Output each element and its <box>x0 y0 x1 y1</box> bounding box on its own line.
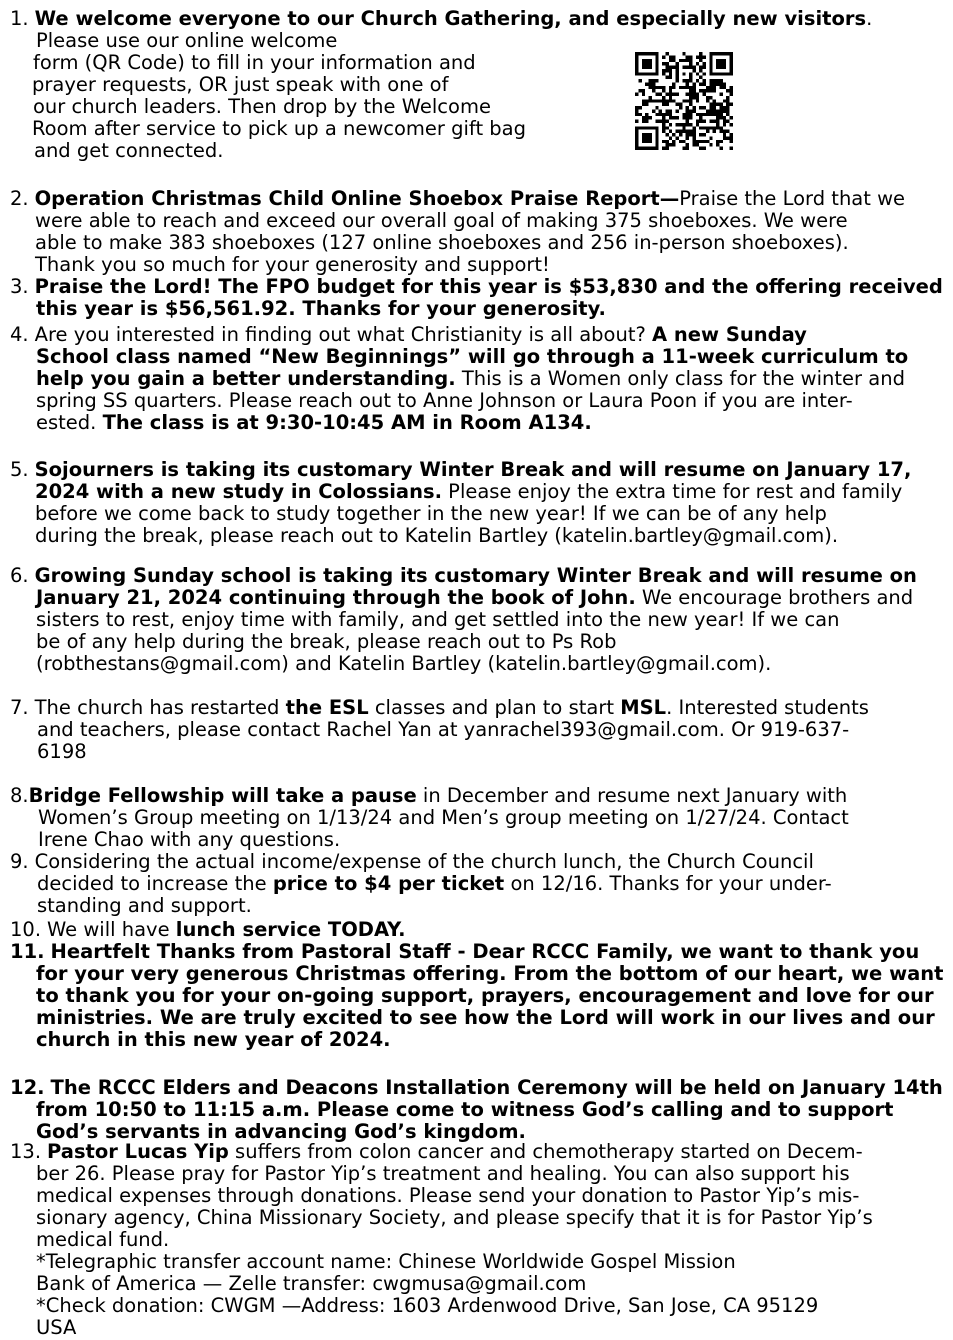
announcement-line <box>36 389 853 413</box>
text-segment: Room after service to pick up a newcomer gift bag <box>32 117 527 140</box>
announcement-line <box>10 323 807 347</box>
announcement-line <box>36 984 934 1008</box>
announcement-line <box>37 894 252 918</box>
announcement-line <box>36 608 839 632</box>
announcement-line <box>10 275 943 299</box>
text-segment: *Check donation: CWGM —Address: 1603 Ardenwood Drive, San Jose, CA 95129 <box>36 1294 819 1317</box>
announcement-line <box>10 458 911 482</box>
announcement-line <box>32 117 526 141</box>
text-segment: *Telegraphic transfer account name: Chinese Worldwide Gospel Mission <box>36 1250 736 1273</box>
text-segment: School class named “New Beginnings” will go through a 11-week curriculum to <box>36 345 909 368</box>
text-segment: Praise the Lord! The FPO budget for this year is $53,830 and the offering received <box>34 275 943 298</box>
text-segment: The RCCC Elders and Deacons Installation Ceremony will be held on January 14th <box>50 1076 943 1099</box>
text-segment: Pastor Lucas Yip <box>47 1140 229 1163</box>
item-number: 5. <box>10 458 29 481</box>
announcement-line <box>36 1228 169 1252</box>
text-segment: sionary agency, China Missionary Society, and please specify that it is for Pastor Yip’s <box>36 1206 873 1229</box>
text-segment: to thank you for your on-going support, prayers, encouragement and love for our <box>36 984 934 1007</box>
announcement-line <box>36 1028 391 1052</box>
text-segment: ested. <box>36 411 103 434</box>
announcement-line <box>36 1098 893 1122</box>
text-segment: This is a Women only class for the winter and <box>455 367 905 390</box>
announcement-line <box>36 1006 935 1030</box>
item-number: 11. <box>10 940 45 963</box>
text-segment: from 10:50 to 11:15 a.m. Please come to witness God’s calling and to support <box>36 1098 894 1121</box>
announcement-line <box>37 872 832 896</box>
announcement-line <box>36 1184 859 1208</box>
text-segment: Bridge Fellowship will take a pause <box>28 784 417 807</box>
item-number: 3. <box>10 275 29 298</box>
text-segment: for your very generous Christmas offering. From the bottom of our heart, we want <box>36 962 944 985</box>
text-segment: ber 26. Please pray for Pastor Yip’s treatment and healing. You can also support his <box>36 1162 850 1185</box>
announcement-line <box>35 209 848 233</box>
text-segment: on 12/16. Thanks for your under- <box>504 872 832 895</box>
announcement-line <box>36 1272 586 1296</box>
text-segment: We encourage brothers and <box>635 586 914 609</box>
qr-code-icon <box>635 52 733 150</box>
text-segment: spring SS quarters. Please reach out to Anne Johnson or Laura Poon if you are inter- <box>36 389 853 412</box>
text-segment: sisters to rest, enjoy time with family, and get settled into the new year! If we can <box>36 608 840 631</box>
text-segment: classes and plan to start <box>368 696 621 719</box>
announcement-line <box>35 253 550 277</box>
announcement-line <box>10 940 919 964</box>
text-segment: Please use our online welcome <box>36 29 338 52</box>
announcement-line <box>34 139 223 163</box>
text-segment: We welcome everyone to our Church Gathering, and especially new visitors <box>34 7 867 30</box>
announcement-line <box>36 652 771 676</box>
text-segment: Praise the Lord that we <box>679 187 906 210</box>
text-segment: this year is $56,561.92. Thanks for your generosity. <box>36 297 606 320</box>
text-segment: medical expenses through donations. Please send your donation to Pastor Yip’s mis- <box>36 1184 860 1207</box>
text-segment: church in this new year of 2024. <box>36 1028 391 1051</box>
announcement-line <box>33 51 476 75</box>
item-number: 1. <box>10 7 29 30</box>
announcement-line <box>38 828 340 852</box>
text-segment: Thank you so much for your generosity and support! <box>35 253 550 276</box>
text-segment: Operation Christmas Child Online Shoebox Praise Report— <box>34 187 680 210</box>
text-segment: Irene Chao with any questions. <box>38 828 341 851</box>
text-segment: the ESL <box>285 696 369 719</box>
text-segment: The class is at 9:30-10:45 AM in Room A134. <box>102 411 592 434</box>
announcement-line <box>38 806 849 830</box>
text-segment: and teachers, please contact Rachel Yan at yanrachel393@gmail.com. Or 919-637- <box>37 718 850 741</box>
item-number: 2. <box>10 187 29 210</box>
announcement-line <box>33 95 491 119</box>
announcement-line <box>35 524 838 548</box>
text-segment: before we come back to study together in the new year! If we can be of any help <box>35 502 827 525</box>
text-segment: (robthestans@gmail.com) and Katelin Bartley (katelin.bartley@gmail.com). <box>36 652 772 675</box>
announcement-line <box>35 480 902 504</box>
announcement-line <box>36 411 592 435</box>
text-segment: were able to reach and exceed our overall goal of making 375 shoeboxes. We were <box>35 209 848 232</box>
announcement-line <box>36 630 616 654</box>
text-segment: God’s servants in advancing God’s kingdom. <box>36 1120 526 1143</box>
text-segment: Are you interested in finding out what Christianity is all about? <box>34 323 653 346</box>
item-number: 9. <box>10 850 29 873</box>
text-segment: USA <box>36 1316 77 1339</box>
item-number: 7. <box>10 696 29 719</box>
text-segment: . Interested students <box>666 696 869 719</box>
text-segment: standing and support. <box>37 894 252 917</box>
text-segment: prayer requests, OR just speak with one of <box>32 73 449 96</box>
text-segment: A new Sunday <box>652 323 807 346</box>
announcement-line <box>36 367 905 391</box>
announcement-line <box>10 784 847 808</box>
announcement-line <box>36 1162 850 1186</box>
announcement-line <box>10 696 869 720</box>
text-segment: lunch service TODAY. <box>175 918 406 941</box>
text-segment: We will have <box>47 918 176 941</box>
announcement-line <box>32 73 448 97</box>
announcement-line <box>36 297 606 321</box>
text-segment: . <box>866 7 873 30</box>
announcement-line <box>36 29 337 53</box>
announcement-line <box>36 586 913 610</box>
announcement-line <box>10 1076 943 1100</box>
text-segment: suffers from colon cancer and chemotherapy started on Decem- <box>228 1140 863 1163</box>
text-segment: help you gain a better understanding. <box>36 367 456 390</box>
text-segment: medical fund. <box>36 1228 170 1251</box>
announcement-line <box>36 962 943 986</box>
announcement-line <box>37 718 849 742</box>
text-segment: and get connected. <box>34 139 224 162</box>
announcement-line <box>10 7 872 31</box>
announcement-line <box>10 918 405 942</box>
item-number: 6. <box>10 564 29 587</box>
announcement-line <box>35 231 849 255</box>
text-segment: 2024 with a new study in Colossians. <box>35 480 442 503</box>
announcement-line <box>10 1140 863 1164</box>
text-segment: be of any help during the break, please reach out to Ps Rob <box>36 630 617 653</box>
text-segment: MSL <box>620 696 667 719</box>
text-segment: January 21, 2024 continuing through the book of John. <box>36 586 636 609</box>
text-segment: The church has restarted <box>34 696 286 719</box>
text-segment: Sojourners is taking its customary Winter Break and will resume on January 17, <box>34 458 912 481</box>
text-segment: during the break, please reach out to Katelin Bartley (katelin.bartley@gmail.com). <box>35 524 839 547</box>
announcement-line <box>10 564 917 588</box>
text-segment: Growing Sunday school is taking its customary Winter Break and will resume on <box>34 564 917 587</box>
announcement-line <box>36 1316 76 1340</box>
text-segment: our church leaders. Then drop by the Welcome <box>33 95 491 118</box>
text-segment: in December and resume next January with <box>416 784 848 807</box>
announcement-line <box>36 1250 736 1274</box>
announcement-line <box>36 345 908 369</box>
text-segment: price to $4 per ticket <box>272 872 505 895</box>
text-segment: Please enjoy the extra time for rest and family <box>441 480 903 503</box>
text-segment: ministries. We are truly excited to see how the Lord will work in our lives and our <box>36 1006 935 1029</box>
item-number: 13. <box>10 1140 42 1163</box>
item-number: 4. <box>10 323 29 346</box>
announcement-line <box>10 187 905 211</box>
text-segment: Bank of America — Zelle transfer: cwgmusa@gmail.com <box>36 1272 587 1295</box>
item-number: 12. <box>10 1076 45 1099</box>
item-number: 8. <box>10 784 29 807</box>
announcement-line <box>36 1294 818 1318</box>
announcement-line <box>37 740 87 764</box>
text-segment: Women’s Group meeting on 1/13/24 and Men’s group meeting on 1/27/24. Contact <box>38 806 849 829</box>
item-number: 10. <box>10 918 42 941</box>
announcement-line <box>10 850 814 874</box>
announcement-line <box>35 502 827 526</box>
text-segment: decided to increase the <box>37 872 273 895</box>
text-segment: form (QR Code) to fill in your information and <box>33 51 476 74</box>
text-segment: Considering the actual income/expense of the church lunch, the Church Council <box>34 850 814 873</box>
announcement-line <box>36 1206 873 1230</box>
text-segment: able to make 383 shoeboxes (127 online shoeboxes and 256 in-person shoeboxes). <box>35 231 849 254</box>
text-segment: 6198 <box>37 740 87 763</box>
text-segment: Heartfelt Thanks from Pastoral Staff - Dear RCCC Family, we want to thank you <box>50 940 920 963</box>
